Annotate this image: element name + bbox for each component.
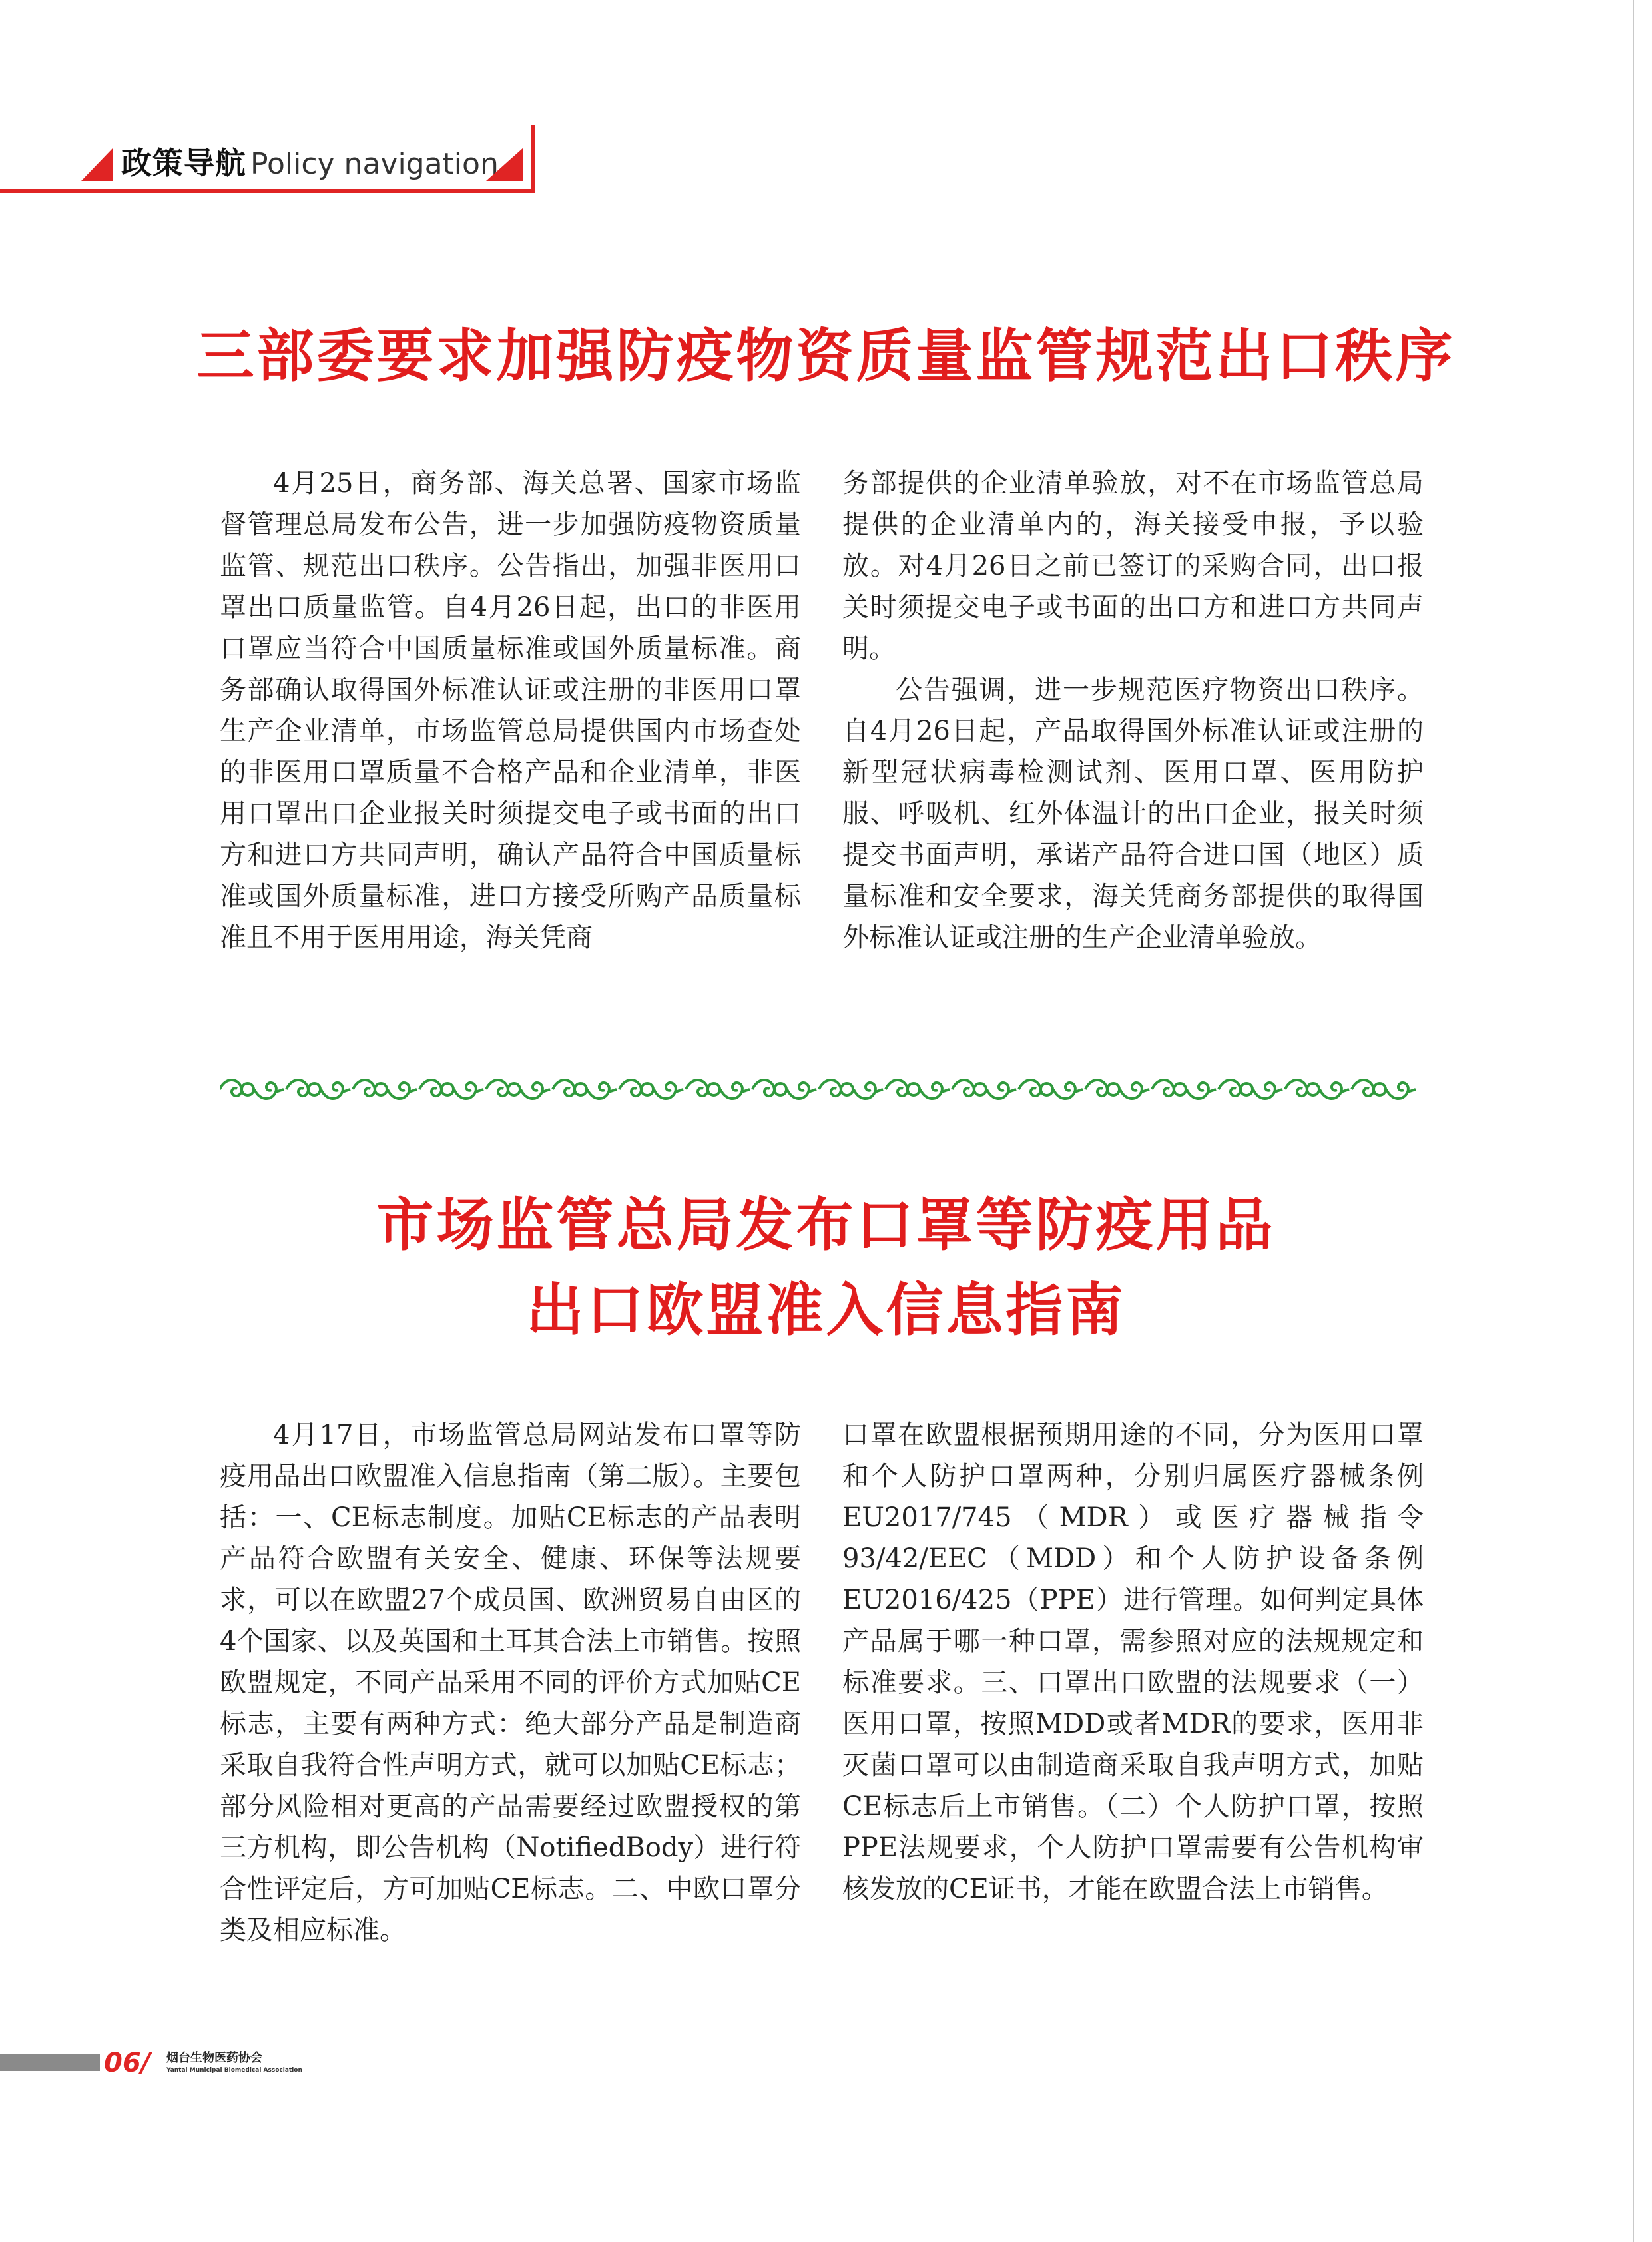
article2-paragraph: 口罩在欧盟根据预期用途的不同，分为医用口罩和个人防护口罩两种，分别归属医疗器械条例 EU2017/745（MDR）或医疗器械指令93/42/EEC（MDD）和个人防护设备条例EU2016/425（PPE）进行管理。如何判定具体产品属于哪一种口罩，需参照对应的法规规定和标准要求。三、口罩出口欧盟的法规要求（一）医用口罩，按照MDD或者MDR的要求，医用非灭菌口罩可以由制造商采取自我声明方式，加贴CE标志后上市销售。（二）个人防护口罩，按照PPE法规要求，个人防护口罩需要有公告机构审核发放的CE证书，才能在欧盟合法上市销售。: [842, 1420, 1424, 1904]
article2-title-line2: 出口欧盟准入信息指南: [526, 1277, 1126, 1344]
article1-paragraph: 4月25日，商务部、海关总署、国家市场监督管理总局发布公告，进一步加强防疫物资质量监管、规范出口秩序。公告指出，加强非医用口罩出口质量监管。自4月26日起，出口的非医用口罩应当符合中国质量标准或国外质量标准。商务部确认取得国外标准认证或注册的非医用口罩生产企业清单，市场监管总局提供国内市场查处的非医用口罩质量不合格产品和企业清单，非医用口罩出口企业报关时须提交电子或书面的出口方和进口方共同声明，确认产品符合中国质量标准或国外质量标准，进口方接受所购产品质量标准且不用于医用用途，海关凭商: [220, 468, 801, 953]
header-rule: [0, 189, 533, 193]
section-label-zh: 政策导航: [121, 145, 246, 181]
header-vertical-rule: [531, 125, 535, 193]
article1-paragraph: 务部提供的企业清单验放，对不在市场监管总局提供的企业清单内的，海关接受申报，予以验放。对4月26日之前已签订的采购合同，出口报关时须提交电子或书面的出口方和进口方共同声明。: [842, 468, 1424, 664]
ornament-motif: [419, 1080, 483, 1099]
ornament-motif: [220, 1080, 284, 1099]
ornament-motif: [952, 1080, 1016, 1099]
ornament-motif: [886, 1080, 950, 1099]
ornament-motif: [819, 1080, 883, 1099]
article1-paragraph: 公告强调，进一步规范医疗物资出口秩序。自4月26日起，产品取得国外标准认证或注册的新型冠状病毒检测试剂、医用口罩、医用防护服、呼吸机、红外体温计的出口企业，报关时须提交书面声明，承诺产品符合进口国（地区）质量标准和安全要求，海关凭商务部提供的取得国外标准认证或注册的生产企业清单验放。: [842, 675, 1424, 953]
footer-bar: [0, 2054, 100, 2071]
publisher-name-zh: 烟台生物医药协会: [166, 2051, 262, 2065]
ornament-motif: [286, 1080, 350, 1099]
ornament-motif: [486, 1080, 550, 1099]
header-triangle-right: [486, 148, 523, 181]
article2-title-line1: 市场监管总局发布口罩等防疫用品: [376, 1192, 1276, 1259]
ornament-motif: [1285, 1080, 1349, 1099]
ornament-motif: [686, 1080, 750, 1099]
ornament-motif: [752, 1080, 816, 1099]
ornament-motif: [1352, 1080, 1416, 1099]
ornament-motif: [619, 1080, 683, 1099]
article2-paragraph: 4月17日，市场监管总局网站发布口罩等防疫用品出口欧盟准入信息指南（第二版）。主要包括：一、CE标志制度。加贴CE标志的产品表明产品符合欧盟有关安全、健康、环保等法规要求，可以在欧盟27个成员国、欧洲贸易自由区的4个国家、以及英国和土耳其合法上市销售。按照欧盟规定，不同产品采用不同的评价方式加贴CE标志，主要有两种方式：绝大部分产品是制造商采取自我符合性声明方式，就可以加贴CE标志；部分风险相对更高的产品需要经过欧盟授权的第三方机构，即公告机构（NotifiedBody）进行符合性评定后，方可加贴CE标志。二、中欧口罩分类及相应标准。: [220, 1420, 801, 1946]
article1-column-left: [220, 463, 801, 958]
ornament-motif: [353, 1080, 417, 1099]
ornament-motif: [1085, 1080, 1149, 1099]
article1-column-right: [842, 463, 1424, 958]
article2-column-right: [842, 1414, 1424, 1910]
section-label: [121, 141, 499, 185]
header-triangle-left: [81, 148, 113, 181]
article2-column-left: [220, 1414, 801, 1951]
ornament-motif: [1019, 1080, 1083, 1099]
section-label-en: Policy navigation: [250, 147, 499, 181]
ornament-motif: [1152, 1080, 1216, 1099]
publisher-name-en: Yantai Municipal Biomedical Association: [166, 2067, 302, 2074]
article1-title: 三部委要求加强防疫物资质量监管规范出口秩序: [196, 323, 1456, 390]
ornament-motif: [553, 1080, 617, 1099]
page-number: 06/: [104, 2048, 151, 2078]
ornament-divider: [220, 1072, 1425, 1107]
ornament-motif: [1219, 1080, 1282, 1099]
publisher-logo: [166, 2051, 340, 2075]
